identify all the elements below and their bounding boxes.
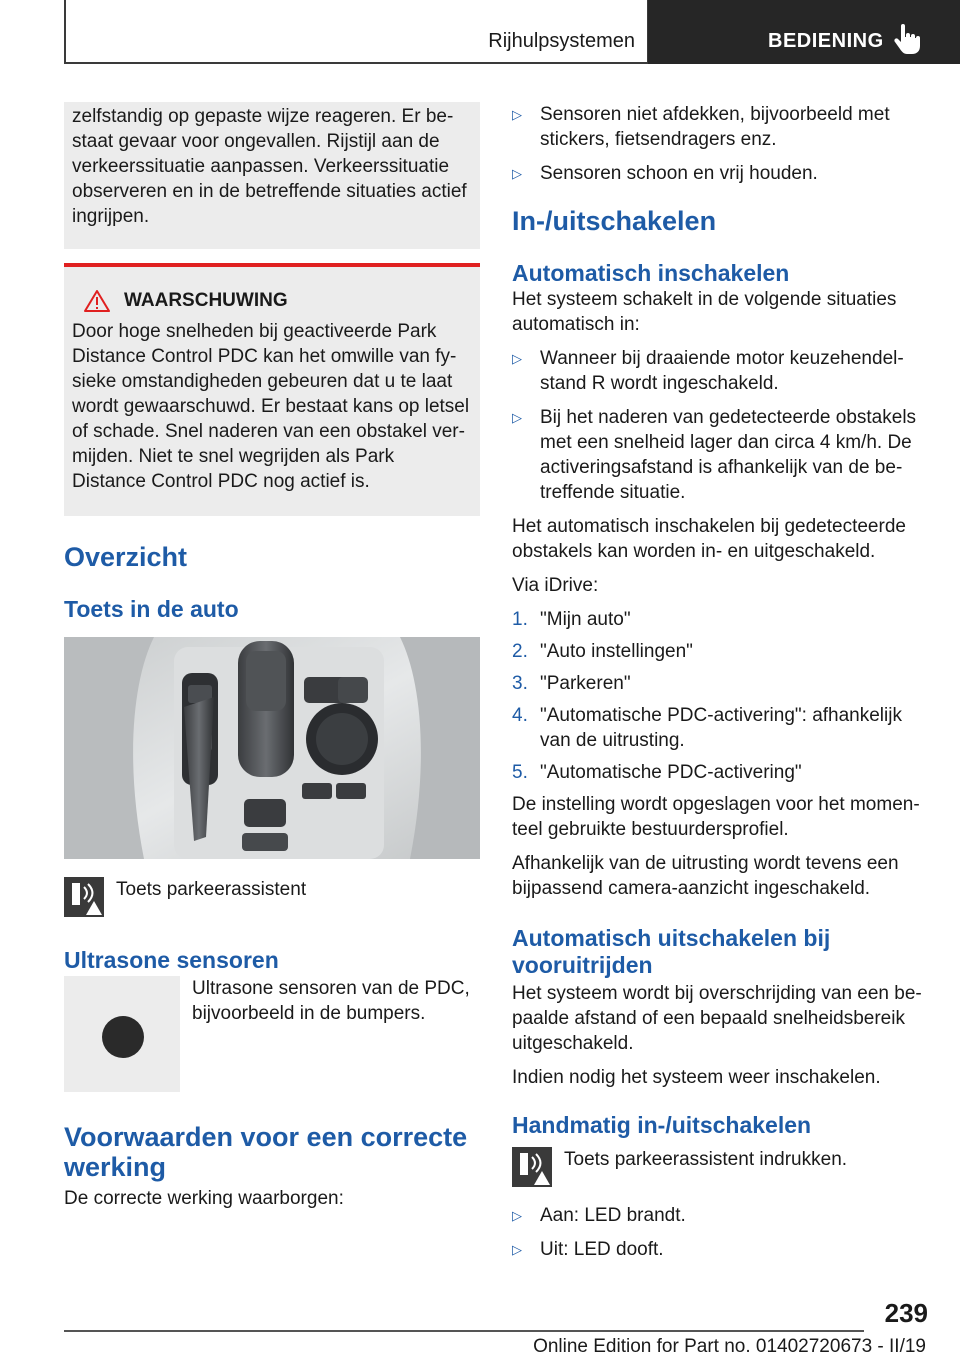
list-item: ▷ Sensoren niet afdekken, bijvoorbeeld met stickers, fietsendragers enz. [512, 104, 890, 150]
header-section: BEDIENING [768, 30, 884, 52]
list-item: ▷ Uit: LED dooft. [512, 1239, 664, 1260]
bullet-triangle-icon: ▷ [512, 166, 522, 181]
setting-saved-text: De instelling wordt opgeslagen voor het momenteel gebruikte bestuurdersprofiel. [512, 794, 920, 840]
idrive-steps [512, 607, 928, 785]
camera-text: Afhankelijk van de uitrusting wordt tevens een bijpassend camera-aanzicht ingeschakeld. [512, 853, 899, 899]
header-chapter: Rijhulpsystemen [488, 30, 635, 52]
heading-overview: Overzicht [64, 542, 188, 572]
heading-conditions: Voorwaarden voor een correcte werking [64, 1122, 468, 1182]
button-caption: Toets parkeerassistent [116, 879, 307, 900]
list-item: 2. "Auto instellingen" [512, 641, 693, 662]
warning-text: Door hoge snelheden bij geactiveerde Park Distance Control PDC kan het omwille van fysieke omstandigheden gebeuren dat u te laat wordt gewaarschuwd. Er bestaat kans op letsel of schade. Snel naderen van een obstakel vermijden. Niet te snel wegrijden als Park Distance Control PDC nog actief is. [72, 321, 470, 492]
heading-auto-off: Automatisch uitschakelen bij vooruitrijden [512, 925, 831, 978]
conditions-text: De correcte werking waarborgen: [64, 1188, 344, 1209]
reenable-text: Indien nodig het systeem weer inschakelen. [512, 1067, 881, 1088]
header-chapter-box [64, 0, 649, 64]
list-item: 3. "Parkeren" [512, 673, 631, 694]
sensor-image [64, 976, 180, 1092]
center-console-photo [64, 637, 480, 859]
intro-box [64, 102, 480, 249]
list-item: 4. "Automatische PDC-activering": afhankelijk van de uitrusting. [512, 705, 902, 751]
list-item: ▷ Wanneer bij draaiende motor keuzehendelstand R wordt ingeschakeld. [512, 348, 904, 394]
sensor-text: Ultrasone sensoren van de PDC, bijvoorbeeld in de bumpers. [192, 978, 470, 1024]
list-item: 5. "Automatische PDC-activering" [512, 762, 802, 783]
list-item: ▷ Aan: LED brandt. [512, 1205, 686, 1226]
left-column [64, 102, 480, 1220]
list-item: ▷ Sensoren schoon en vrij houden. [512, 163, 818, 184]
manual-caption-row [512, 1147, 928, 1187]
warning-title: WAARSCHUWING [124, 290, 288, 311]
header-section-box [648, 0, 960, 64]
bullet-triangle-icon: ▷ [512, 1242, 522, 1257]
button-caption-row [64, 877, 480, 917]
heading-on-off: In-/uitschakelen [512, 206, 717, 236]
sensor-care-list [512, 102, 928, 186]
led-list [512, 1203, 928, 1262]
right-column [512, 102, 928, 1271]
manual-caption: Toets parkeerassistent indrukken. [564, 1149, 848, 1170]
list-item: ▷ Bij het naderen van gedetecteerde obstakels met een snelheid lager dan circa 4 km/h. De activeringsafstand is afhankelijk van de betreffende situatie. [512, 407, 917, 503]
sensor-row [64, 976, 480, 1092]
bullet-triangle-icon: ▷ [512, 107, 522, 122]
warning-box [64, 263, 480, 516]
pointing-hand-icon [892, 24, 920, 56]
heading-ultrasonic-sensors: Ultrasone sensoren [64, 947, 279, 973]
heading-manual: Handmatig in-/uitschakelen [512, 1112, 812, 1138]
park-assistant-button-icon [64, 877, 104, 917]
sensor-icon [102, 1016, 144, 1058]
bullet-triangle-icon: ▷ [512, 351, 522, 366]
via-idrive-text: Via iDrive: [512, 575, 599, 596]
intro-text: zelfstandig op gepaste wijze reageren. Er bestaat gevaar voor ongevallen. Rijstijl aan de verkeerssituatie aanpassen. Verkeerssituatie observeren en in de betreffende situaties actief ingrijpen. [72, 106, 467, 227]
auto-detect-text: Het automatisch inschakelen bij gedetecteerde obstakels kan worden in- en uitgeschakeld. [512, 516, 906, 562]
auto-on-list [512, 346, 928, 505]
heading-button-in-car: Toets in de auto [64, 596, 239, 622]
page-number: 239 [884, 1298, 928, 1328]
auto-on-text: Het systeem schakelt in de volgende situaties automatisch in: [512, 289, 897, 335]
auto-off-text: Het systeem wordt bij overschrijding van een bepaalde afstand of een bepaald snelheidsbereik uitgeschakeld. [512, 983, 922, 1054]
footer-divider [64, 1330, 864, 1332]
warning-triangle-icon [84, 289, 110, 313]
bullet-triangle-icon: ▷ [512, 1208, 522, 1223]
heading-auto-on: Automatisch inschakelen [512, 260, 790, 286]
footer-edition: Online Edition for Part no. 01402720673 - II/19 [533, 1336, 926, 1357]
page-header [64, 0, 960, 64]
list-item: 1. "Mijn auto" [512, 609, 631, 630]
park-assistant-button-icon [512, 1147, 552, 1187]
bullet-triangle-icon: ▷ [512, 410, 522, 425]
